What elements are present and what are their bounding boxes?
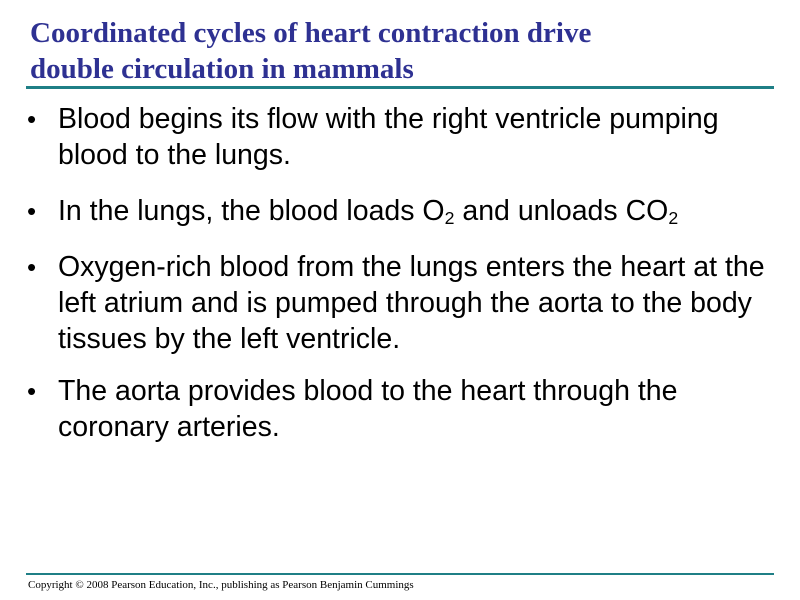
bullet-text: The aorta provides blood to the heart through the coronary arteries.	[58, 375, 678, 443]
bullet-text-part: In the lungs, the blood loads O	[58, 195, 445, 227]
footer-divider	[26, 573, 774, 575]
subscript: 2	[444, 208, 455, 228]
bullet-item-3	[27, 249, 777, 357]
bullet-text-part: and unloads CO	[454, 195, 669, 227]
bullet-icon: •	[27, 376, 37, 406]
bullet-list	[27, 101, 777, 445]
bullet-text	[58, 189, 777, 233]
slide-title-line-1: Coordinated cycles of heart contraction drive	[30, 17, 592, 49]
bullet-icon: •	[27, 196, 37, 226]
title-divider	[26, 86, 774, 89]
bullet-text: Oxygen-rich blood from the lungs enters the heart at the left atrium and is pumped through the aorta to the body tissues by the left ventricle.	[58, 251, 765, 355]
slide-title-line-2: double circulation in mammals	[30, 53, 414, 85]
bullet-icon: •	[27, 104, 37, 134]
bullet-item-1	[27, 101, 777, 173]
subscript: 2	[668, 208, 679, 228]
slide-title	[30, 15, 750, 87]
copyright-footer: Copyright © 2008 Pearson Education, Inc., publishing as Pearson Benjamin Cummings	[28, 579, 414, 591]
bullet-item-2	[27, 189, 777, 233]
bullet-item-4	[27, 373, 777, 445]
bullet-text: Blood begins its flow with the right ventricle pumping blood to the lungs.	[58, 103, 719, 171]
bullet-icon: •	[27, 252, 37, 282]
